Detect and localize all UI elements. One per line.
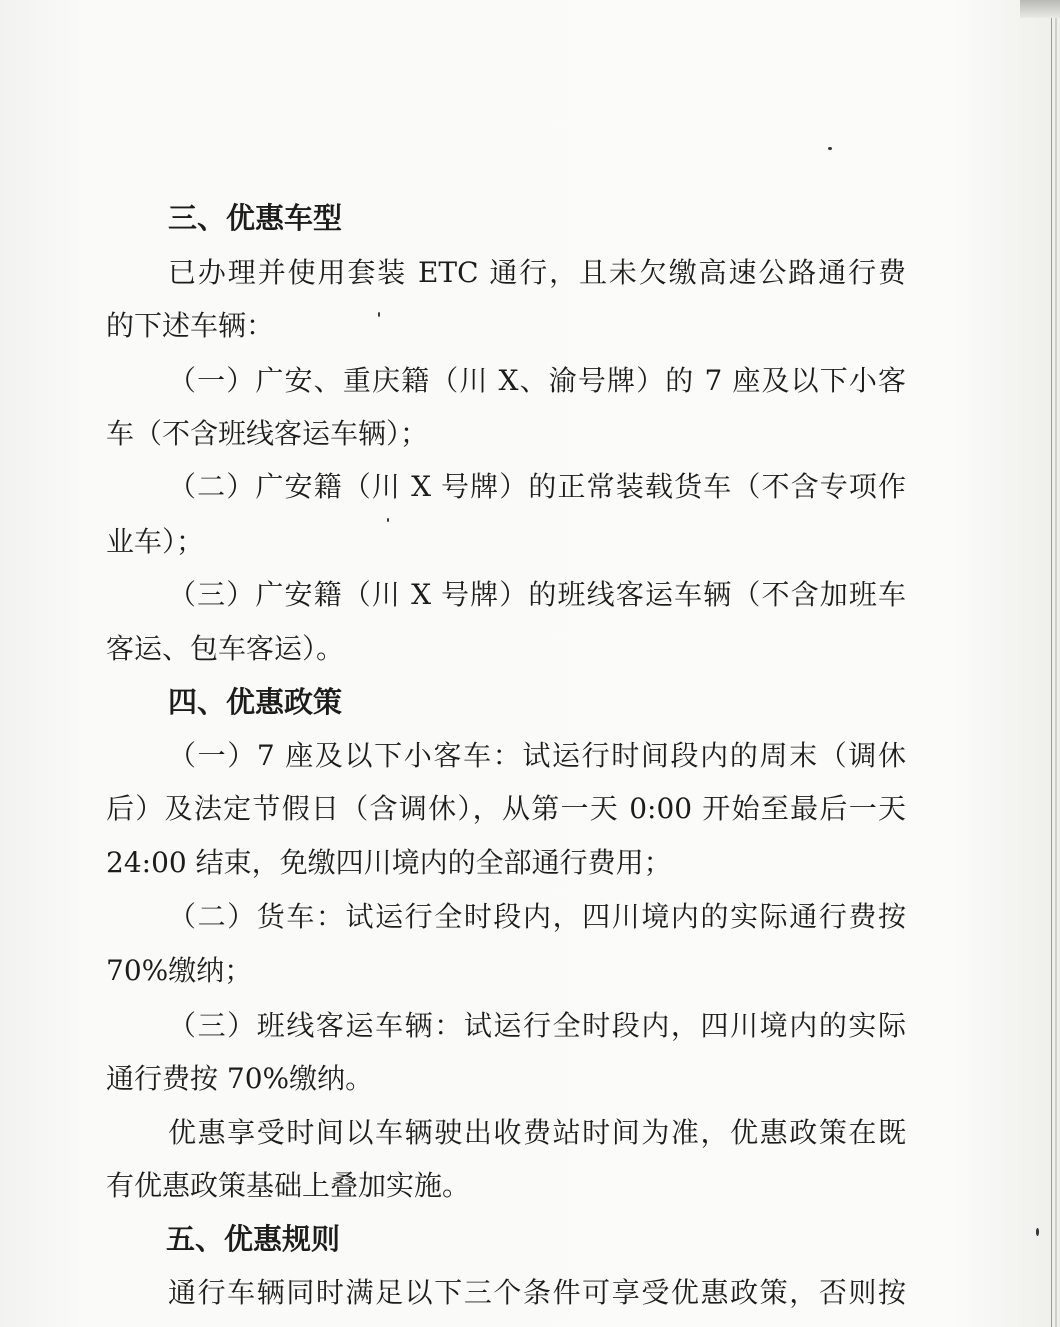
paragraph-line: 客运、包车客运）。 xyxy=(106,632,345,665)
paragraph-line: （一）7 座及以下小客车：试运行时间段内的周末（调休 xyxy=(168,739,906,772)
paragraph-line: （二）广安籍（川 X 号牌）的正常装载货车（不含专项作 xyxy=(168,470,906,503)
paragraph-line: 后）及法定节假日（含调休），从第一天 0:00 开始至最后一天 xyxy=(106,792,906,825)
paragraph-line: 通行车辆同时满足以下三个条件可享受优惠政策，否则按 xyxy=(168,1276,906,1309)
scan-speck xyxy=(1036,1228,1039,1236)
page-corner-shadow xyxy=(1020,0,1060,18)
section-heading-rules: 五、优惠规则 xyxy=(166,1222,341,1256)
paragraph-line: （一）广安、重庆籍（川 X、渝号牌）的 7 座及以下小客 xyxy=(168,364,906,397)
scan-speck xyxy=(828,147,832,150)
paragraph-line: （三）班线客运车辆：试运行全时段内，四川境内的实际 xyxy=(168,1009,906,1042)
section-heading-policy: 四、优惠政策 xyxy=(168,685,343,719)
page-edge-shadow xyxy=(1055,0,1057,1327)
paragraph-line: 已办理并使用套装 ETC 通行，且未欠缴高速公路通行费 xyxy=(168,256,906,289)
paragraph-line: 有优惠政策基础上叠加实施。 xyxy=(106,1169,471,1202)
paragraph-line: 24:00 结束，免缴四川境内的全部通行费用； xyxy=(106,846,672,879)
section-heading-vehicle-types: 三、优惠车型 xyxy=(168,201,343,235)
paragraph-line: （二）货车：试运行全时段内，四川境内的实际通行费按 xyxy=(168,900,906,933)
scan-speck xyxy=(387,518,389,522)
paragraph-line: 车（不含班线客运车辆）； xyxy=(106,417,429,450)
paragraph-line: 通行费按 70%缴纳。 xyxy=(106,1062,374,1095)
paragraph-line: 业车）； xyxy=(106,525,205,558)
paragraph-line: （三）广安籍（川 X 号牌）的班线客运车辆（不含加班车 xyxy=(168,578,906,611)
page-edge-line xyxy=(1051,0,1052,1327)
paragraph-line: 的下述车辆： xyxy=(106,309,275,342)
paragraph-line: 优惠享受时间以车辆驶出收费站时间为准，优惠政策在既 xyxy=(168,1116,906,1149)
paragraph-line: 70%缴纳； xyxy=(106,954,253,987)
